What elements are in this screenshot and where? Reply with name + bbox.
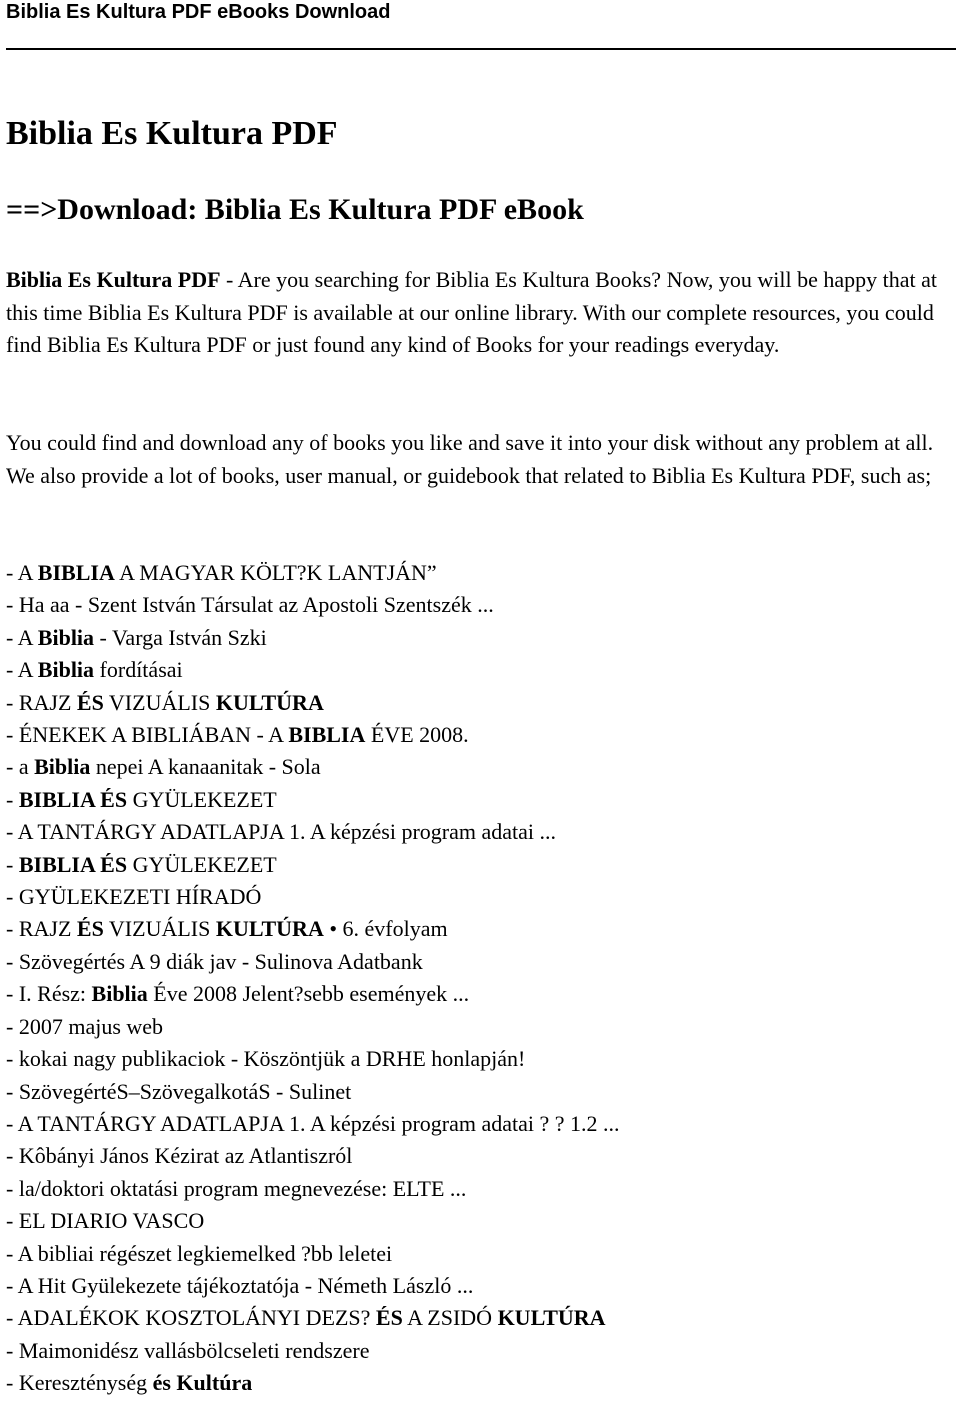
related-book-item <box>6 946 620 978</box>
related-book-item <box>6 1335 620 1367</box>
related-book-item <box>6 816 620 848</box>
related-book-item <box>6 1108 620 1140</box>
related-book-item <box>6 751 620 783</box>
intro-text: - Are you searching for Biblia Es Kultura Books? Now, you will be happy that at this time Biblia Es Kultura PDF is available at our online library. With our complete resources, you could find Biblia Es Kultura PDF or just found any kind of Books for your readings everyday. <box>6 267 938 357</box>
related-book-item <box>6 1011 620 1043</box>
related-book-item <box>6 978 620 1010</box>
document-title: Biblia Es Kultura PDF <box>6 115 338 152</box>
related-book-item <box>6 1270 620 1302</box>
item-text: - SzövegértéS–SzövegalkotáS - Sulinet <box>6 1078 352 1104</box>
item-text: VIZUÁLIS <box>103 689 216 715</box>
item-text: - a <box>6 754 35 780</box>
item-text: A ZSIDÓ <box>402 1305 498 1331</box>
bold-keyword: BIBLIA <box>288 722 366 748</box>
item-text: - A TANTÁRGY ADATLAPJA 1. A képzési program adatai ? ? 1.2 ... <box>6 1110 620 1136</box>
bold-keyword: KULTÚRA <box>215 916 324 942</box>
item-text: - ADALÉKOK KOSZTOLÁNYI DEZS? <box>6 1305 376 1331</box>
item-text: - RAJZ <box>6 689 77 715</box>
related-book-item <box>6 881 620 913</box>
item-text: - A bibliai régészet legkiemelked ?bb leletei <box>6 1240 393 1266</box>
related-book-item <box>6 622 620 654</box>
related-book-item <box>6 557 620 589</box>
bold-keyword: és Kultúra <box>152 1370 253 1396</box>
item-text: - A Hit Gyülekezete tájékoztatója - Németh László ... <box>6 1272 474 1298</box>
bold-keyword: Biblia <box>91 981 148 1007</box>
item-text: - kokai nagy publikaciok - Köszöntjük a DRHE honlapján! <box>6 1046 526 1072</box>
bold-keyword: BIBLIA ÉS <box>18 786 128 812</box>
bold-keyword: Biblia <box>34 754 91 780</box>
related-book-item <box>6 687 620 719</box>
bold-keyword: KULTÚRA <box>497 1305 606 1331</box>
related-book-item <box>6 654 620 686</box>
related-book-item <box>6 1238 620 1270</box>
item-text: ÉVE 2008. <box>365 722 469 748</box>
item-text: GYÜLEKEZET <box>127 851 277 877</box>
item-text: - Varga István Szki <box>94 624 267 650</box>
intro-paragraph <box>6 264 951 362</box>
download-link[interactable]: ==>Download: Biblia Es Kultura PDF eBook <box>6 193 584 226</box>
item-text: - I. Rész: <box>6 981 92 1007</box>
item-text: - ÉNEKEK A BIBLIÁBAN - A <box>6 722 289 748</box>
related-book-item <box>6 849 620 881</box>
item-text: A MAGYAR KÖLT?K LANTJÁN” <box>114 560 437 585</box>
related-book-item <box>6 1367 620 1399</box>
item-text: • 6. évfolyam <box>323 916 448 942</box>
related-book-item <box>6 1076 620 1108</box>
related-book-item <box>6 1302 620 1334</box>
related-book-item <box>6 719 620 751</box>
item-text: - <box>6 851 19 877</box>
item-text: - Kôbányi János Kézirat az Atlantiszról <box>6 1143 353 1169</box>
item-text: - la/doktori oktatási program megnevezése: ELTE ... <box>6 1175 467 1201</box>
item-text: nepei A kanaanitak - Sola <box>90 754 321 780</box>
related-book-item <box>6 1205 620 1237</box>
item-text: Éve 2008 Jelent?sebb események ... <box>147 981 470 1007</box>
item-text: VIZUÁLIS <box>103 916 216 942</box>
bold-keyword: Biblia <box>37 624 95 650</box>
item-text: - Szövegértés A 9 diák jav - Sulinova Adatbank <box>6 948 423 974</box>
item-text: - Kereszténység <box>6 1370 153 1396</box>
header-divider <box>6 48 956 50</box>
related-book-item <box>6 1043 620 1075</box>
item-text: - A <box>6 624 38 650</box>
bold-keyword: ÉS <box>76 916 104 942</box>
item-text: - A <box>6 560 38 585</box>
bold-keyword: BIBLIA ÉS <box>18 851 128 877</box>
item-text: - A <box>6 657 38 683</box>
item-text: - Maimonidész vallásbölcseleti rendszere <box>6 1337 370 1363</box>
item-text: - EL DIARIO VASCO <box>6 1208 205 1234</box>
related-book-item <box>6 1140 620 1172</box>
bold-keyword: ÉS <box>375 1305 403 1331</box>
related-books-paragraph: You could find and download any of books you like and save it into your disk without any problem at all. We also provide a lot of books, user manual, or guidebook that related to Biblia Es Kultura PDF, such as; <box>6 430 934 488</box>
related-books-list <box>6 557 620 1400</box>
related-book-item <box>6 1173 620 1205</box>
item-text: fordításai <box>94 657 183 683</box>
download-heading <box>6 192 584 228</box>
item-text: - Ha aa - Szent István Társulat az Apostoli Szentszék ... <box>6 592 494 618</box>
bold-keyword: BIBLIA <box>37 560 115 585</box>
item-text: - RAJZ <box>6 916 77 942</box>
page-header: Biblia Es Kultura PDF eBooks Download <box>6 1 391 23</box>
related-book-item <box>6 589 620 621</box>
item-text: - A TANTÁRGY ADATLAPJA 1. A képzési program adatai ... <box>6 819 557 845</box>
related-book-item <box>6 784 620 816</box>
related-book-item <box>6 913 620 945</box>
intro-bold-lead: Biblia Es Kultura PDF <box>6 267 221 292</box>
bold-keyword: KULTÚRA <box>215 689 324 715</box>
bold-keyword: Biblia <box>37 657 95 683</box>
item-text: - <box>6 786 19 812</box>
item-text: - GYÜLEKEZETI HÍRADÓ <box>6 884 262 910</box>
bold-keyword: ÉS <box>76 689 104 715</box>
item-text: - 2007 majus web <box>6 1013 164 1039</box>
item-text: GYÜLEKEZET <box>127 786 277 812</box>
